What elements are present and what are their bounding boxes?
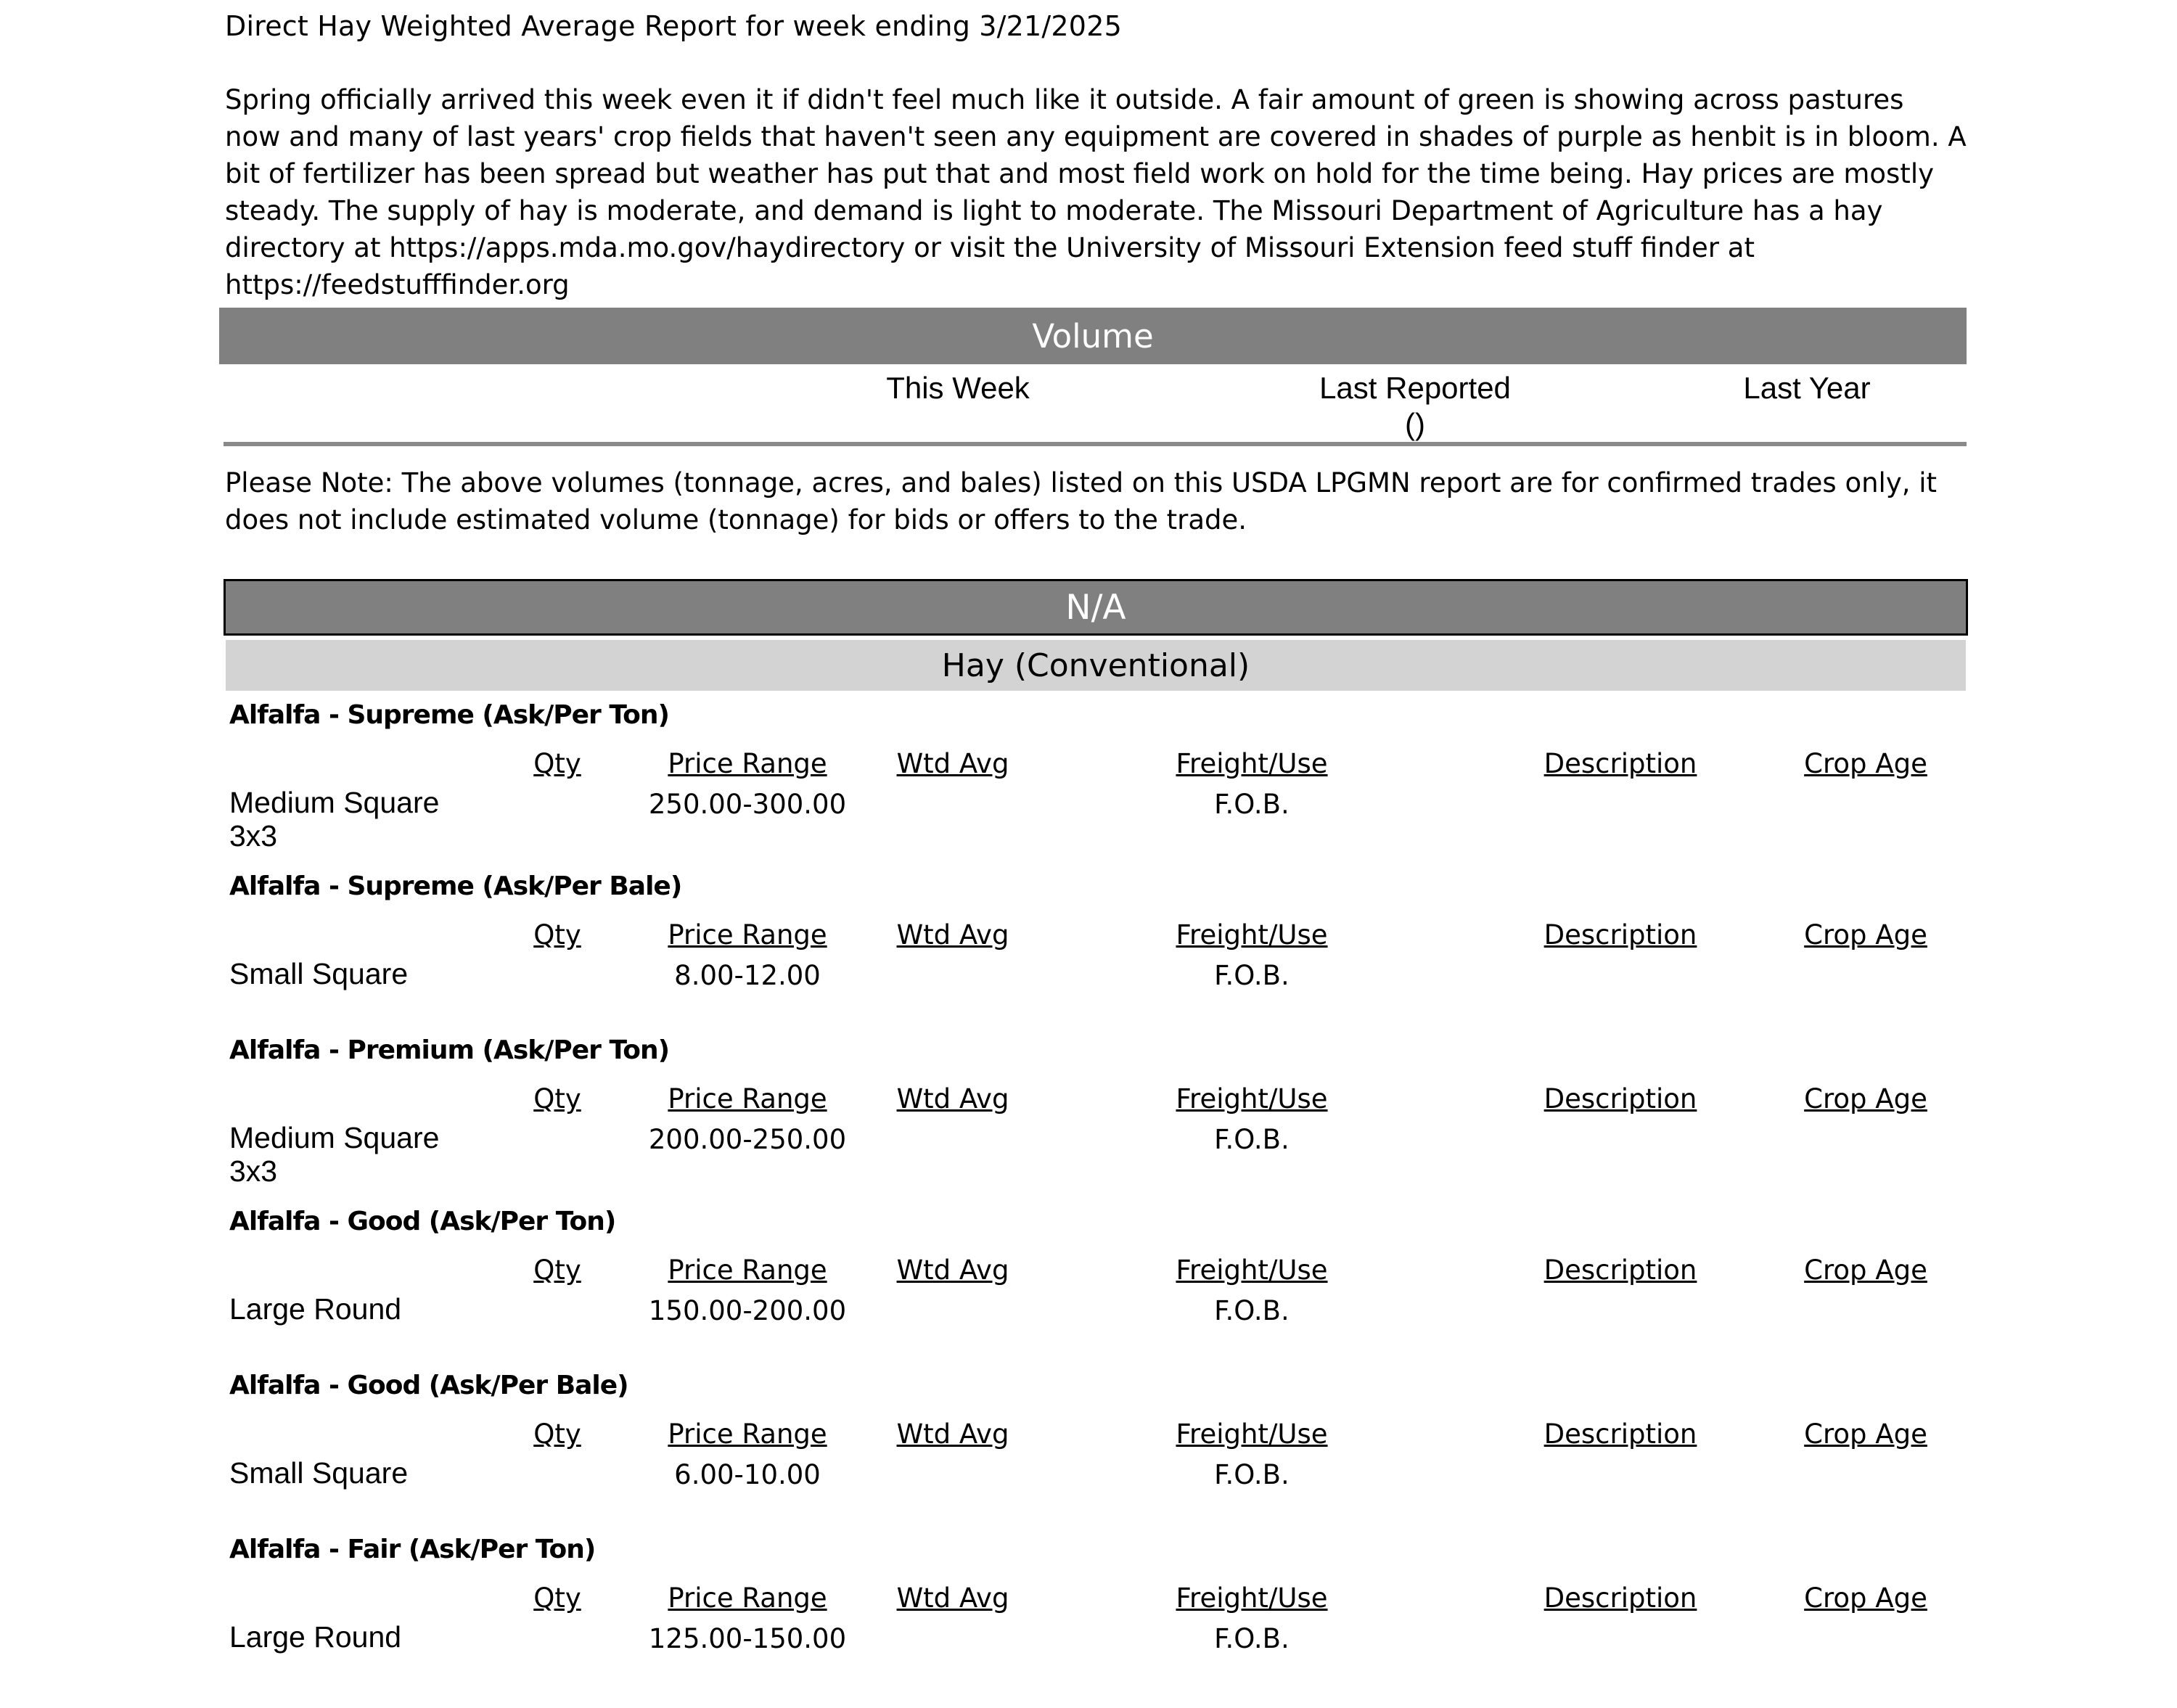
cell-price-range: 6.00-10.00 [674,1459,821,1490]
column-header-price-range: Price Range [668,1582,827,1614]
cell-freight-use: F.O.B. [1214,1459,1290,1490]
section-title: Alfalfa - Good (Ask/Per Bale) [229,1371,628,1400]
volume-this-week-label: This Week [886,371,1030,405]
column-header-freight-use: Freight/Use [1176,919,1328,951]
report-title: Direct Hay Weighted Average Report for week ending 3/21/2025 [225,10,1122,42]
volume-divider [224,442,1967,446]
volume-note: Please Note: The above volumes (tonnage, acres, and bales) listed on this USDA LPGMN report are for confirmed trades only, it does not include estimated volume (tonnage) for bids or offers to the trade. [225,467,1938,535]
column-header-price-range: Price Range [668,1255,827,1286]
column-header-price-range: Price Range [668,1083,827,1114]
column-header-qty: Qty [533,1418,581,1450]
volume-last-reported-sub: () [1405,407,1425,441]
column-header-qty: Qty [533,1083,581,1114]
cell-freight-use: F.O.B. [1214,960,1290,991]
column-header-description: Description [1543,748,1697,779]
column-header-wtd-avg: Wtd Avg [896,1083,1009,1114]
package-type: Small Square [229,1456,409,1490]
column-header-description: Description [1543,1255,1697,1286]
column-header-crop-age: Crop Age [1804,748,1927,779]
cell-price-range: 125.00-150.00 [648,1623,847,1654]
package-type: Large Round [229,1292,402,1326]
column-header-description: Description [1543,1418,1697,1450]
column-header-freight-use: Freight/Use [1176,1255,1328,1286]
region-header: N/A [224,579,1968,636]
column-header-wtd-avg: Wtd Avg [896,919,1009,951]
volume-last-reported-label: Last Reported [1319,371,1511,405]
column-header-crop-age: Crop Age [1804,1083,1927,1114]
section-title: Alfalfa - Supreme (Ask/Per Bale) [229,871,682,901]
column-header-crop-age: Crop Age [1804,919,1927,951]
section-title: Alfalfa - Fair (Ask/Per Ton) [229,1535,596,1564]
volume-last-year [1698,370,1916,406]
column-header-qty: Qty [533,1255,581,1286]
column-header-wtd-avg: Wtd Avg [896,748,1009,779]
column-header-freight-use: Freight/Use [1176,1083,1328,1114]
cell-price-range: 200.00-250.00 [648,1124,847,1155]
volume-last-year-label: Last Year [1743,371,1871,405]
cell-price-range: 250.00-300.00 [648,789,847,820]
cell-price-range: 150.00-200.00 [648,1295,847,1326]
cell-freight-use: F.O.B. [1214,1295,1290,1326]
package-type: Medium Square 3x3 [229,786,440,853]
package-type: Medium Square 3x3 [229,1121,440,1188]
section-title: Alfalfa - Good (Ask/Per Ton) [229,1207,616,1236]
column-header-freight-use: Freight/Use [1176,1418,1328,1450]
volume-this-week [849,370,1067,406]
column-header-wtd-avg: Wtd Avg [896,1255,1009,1286]
section-title: Alfalfa - Supreme (Ask/Per Ton) [229,700,669,730]
category-header: Hay (Conventional) [226,640,1966,691]
package-type: Small Square [229,957,409,990]
column-header-qty: Qty [533,748,581,779]
column-header-description: Description [1543,919,1697,951]
column-header-crop-age: Crop Age [1804,1582,1927,1614]
intro-paragraph: Spring officially arrived this week even it if didn't feel much like it outside. A fair amount of green is showing across pastures now and many of last years' crop fields that haven't seen any equipment are covered in shades of purple as henbit is in bloom. A bit of fertilizer has been spread but weather has put that and most field work on hold for the time being. Hay prices are mostly steady. The supply of hay is moderate, and demand is light to moderate. The Missouri Department of Agriculture has a hay directory at https://apps.mda.mo.gov/haydirectory or visit the University of Missouri Extension feed stuff finder at https://feedstufffinder.org [225,84,1967,300]
volume-last-reported [1284,370,1546,443]
column-header-price-range: Price Range [668,748,827,779]
cell-freight-use: F.O.B. [1214,1623,1290,1654]
cell-freight-use: F.O.B. [1214,1124,1290,1155]
column-header-crop-age: Crop Age [1804,1255,1927,1286]
cell-freight-use: F.O.B. [1214,789,1290,820]
column-header-qty: Qty [533,1582,581,1614]
column-header-wtd-avg: Wtd Avg [896,1418,1009,1450]
package-type: Large Round [229,1620,402,1654]
column-header-qty: Qty [533,919,581,951]
column-header-freight-use: Freight/Use [1176,748,1328,779]
column-header-freight-use: Freight/Use [1176,1582,1328,1614]
column-header-price-range: Price Range [668,1418,827,1450]
column-header-price-range: Price Range [668,919,827,951]
column-header-wtd-avg: Wtd Avg [896,1582,1009,1614]
column-header-description: Description [1543,1083,1697,1114]
column-header-crop-age: Crop Age [1804,1418,1927,1450]
column-header-description: Description [1543,1582,1697,1614]
volume-header: Volume [219,308,1967,364]
section-title: Alfalfa - Premium (Ask/Per Ton) [229,1035,670,1065]
cell-price-range: 8.00-12.00 [674,960,821,991]
